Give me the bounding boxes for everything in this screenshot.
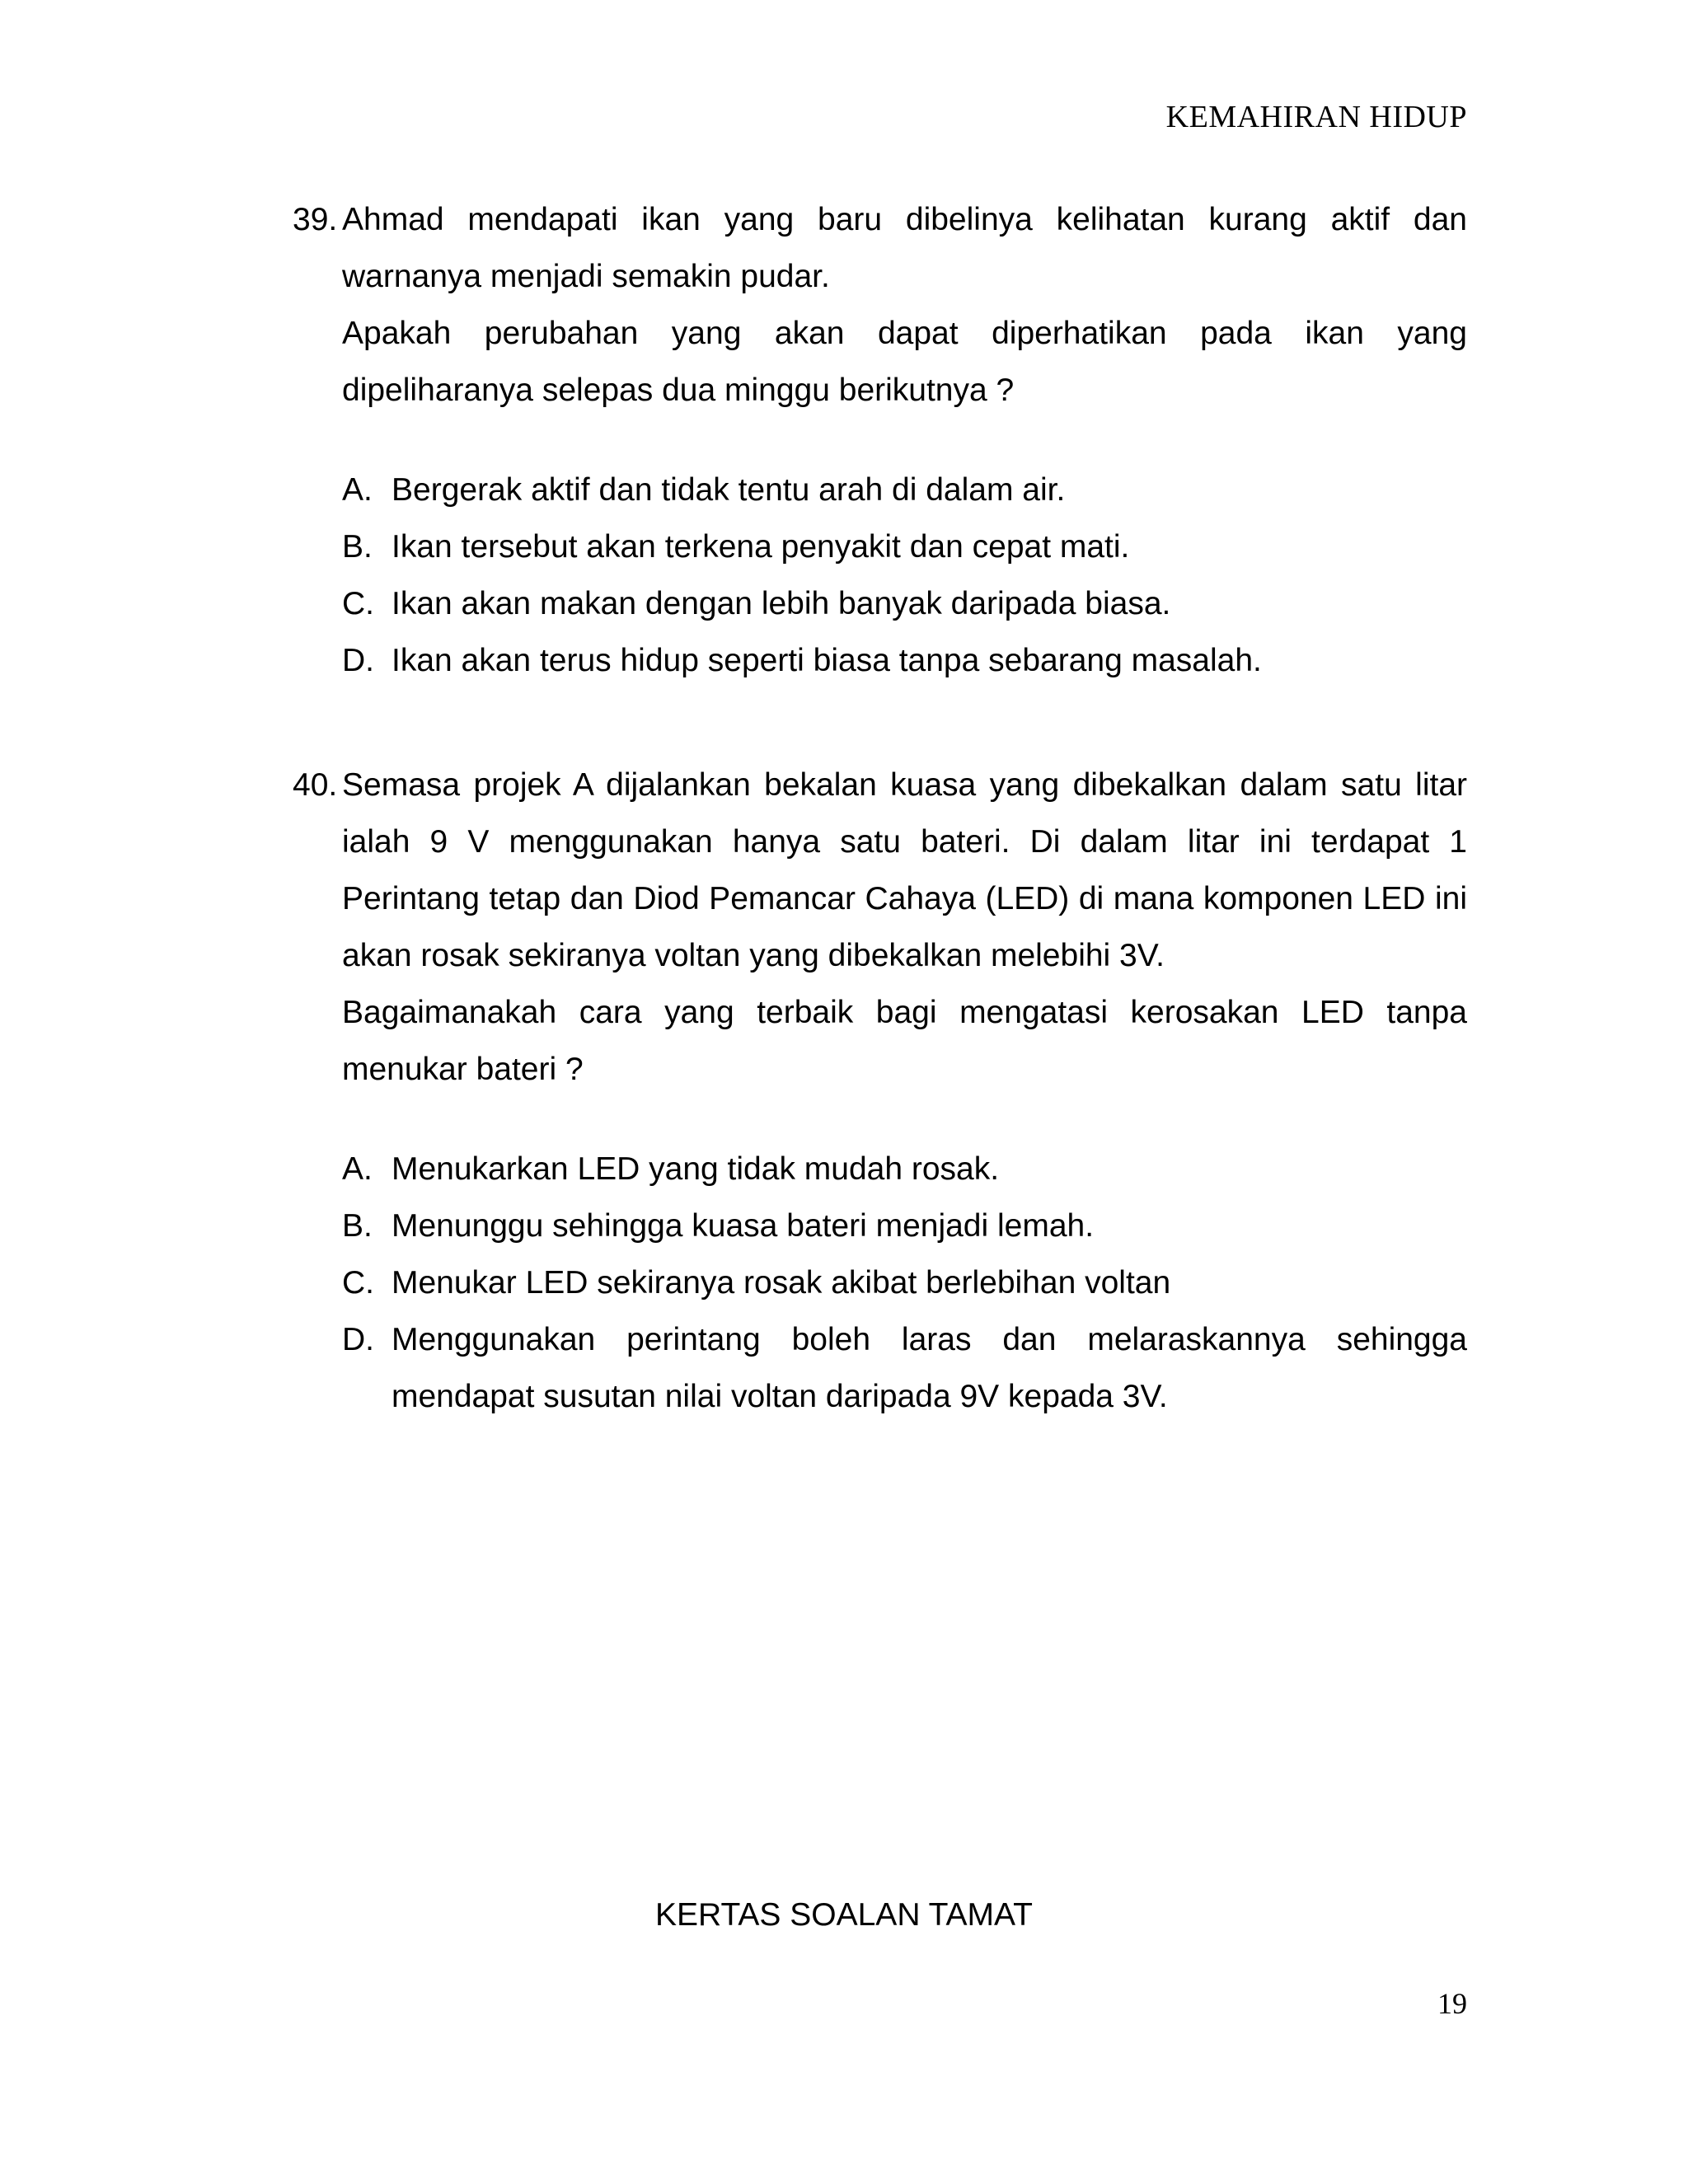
question-number: 39. [293, 202, 338, 237]
question-39 [293, 191, 1467, 689]
option-text: Menukar LED sekiranya rosak akibat berlebihan voltan [392, 1265, 1171, 1301]
question-prompt: Bagaimanakah cara yang terbaik bagi mengatasi kerosakan LED tanpa menukar bateri ? [342, 995, 1467, 1087]
question-40 [293, 757, 1467, 1425]
option-text: Ikan akan terus hidup seperti biasa tanpa sebarang masalah. [392, 643, 1262, 678]
option-c [342, 1254, 1467, 1311]
option-letter: C. [342, 1265, 374, 1301]
question-prompt: Apakah perubahan yang akan dapat diperhatikan pada ikan yang dipeliharanya selepas dua minggu berikutnya ? [342, 316, 1467, 408]
option-text: Bergerak aktif dan tidak tentu arah di dalam air. [392, 472, 1066, 508]
question-number: 40. [293, 767, 338, 803]
option-letter: D. [342, 1322, 374, 1357]
option-letter: A. [342, 472, 373, 508]
question-content [293, 191, 1467, 1425]
question-stem: Ahmad mendapati ikan yang baru dibelinya kelihatan kurang aktif dan warnanya menjadi semakin pudar. [342, 202, 1467, 294]
end-of-paper-text: KERTAS SOALAN TAMAT [654, 1897, 1033, 1933]
page-number: 19 [1437, 1987, 1467, 2020]
option-b [342, 1197, 1467, 1254]
option-c [342, 575, 1467, 632]
option-text: Ikan akan makan dengan lebih banyak daripada biasa. [392, 586, 1171, 621]
running-header: KEMAHIRAN HIDUP [1165, 100, 1467, 134]
question-body [342, 191, 1467, 689]
option-a [342, 462, 1467, 518]
option-text: Menggunakan perintang boleh laras dan melaraskannya sehingga mendapat susutan nilai voltan daripada 9V kepada 3V. [392, 1322, 1467, 1414]
option-letter: C. [342, 586, 374, 621]
option-letter: B. [342, 1208, 373, 1244]
question-body [342, 757, 1467, 1425]
option-letter: D. [342, 643, 374, 678]
option-a [342, 1141, 1467, 1197]
option-b [342, 518, 1467, 575]
option-letter: B. [342, 529, 373, 565]
question-stem: Semasa projek A dijalankan bekalan kuasa yang dibekalkan dalam satu litar ialah 9 V menggunakan hanya satu bateri. Di dalam litar ini terdapat 1 Perintang tetap dan Diod Pemancar Cahaya (LED) di mana komponen LED ini akan rosak sekiranya voltan yang dibekalkan melebihi 3V. [342, 767, 1467, 973]
option-letter: A. [342, 1151, 373, 1187]
option-text: Ikan tersebut akan terkena penyakit dan cepat mati. [392, 529, 1130, 565]
option-d [342, 1311, 1467, 1425]
option-d [342, 632, 1467, 689]
option-text: Menukarkan LED yang tidak mudah rosak. [392, 1151, 1000, 1187]
answer-options [342, 462, 1467, 689]
option-text: Menunggu sehingga kuasa bateri menjadi lemah. [392, 1208, 1095, 1244]
answer-options [342, 1141, 1467, 1425]
